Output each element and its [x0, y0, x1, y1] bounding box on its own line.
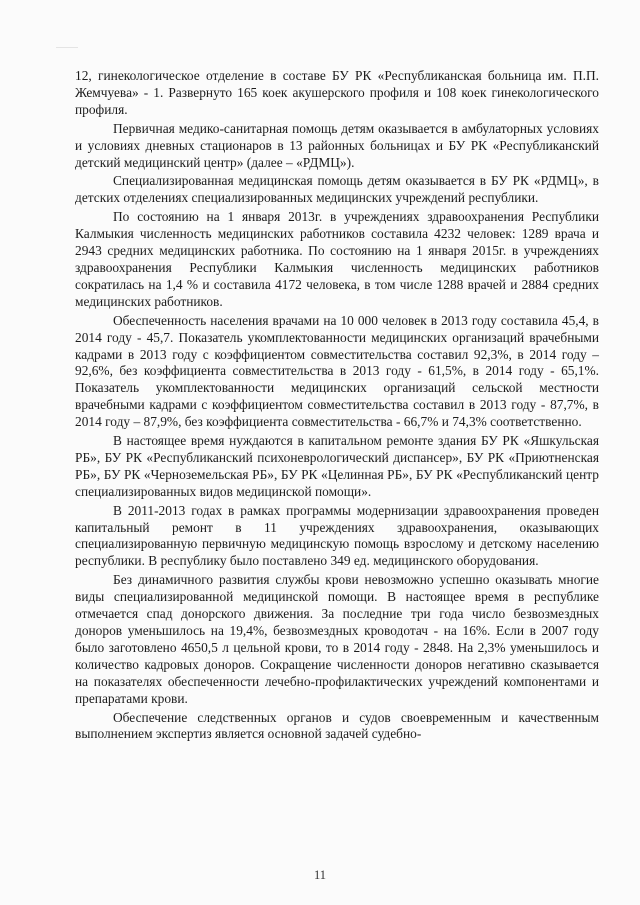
- scan-artifact: [56, 47, 78, 48]
- paragraph-modernization: В 2011-2013 годах в рамках программы модернизации здравоохранения проведен капитальный ремонт в 11 учреждениях здравоохранения, оказывающих специализированную первичную медицинскую помощь взрослому и детскому населению республики. В республику было поставлено 349 ед. медицинского оборудования.: [75, 502, 599, 569]
- paragraph-doctor-supply: Обеспеченность населения врачами на 10 000 человек в 2013 году составила 45,4, в 2014 году - 45,7. Показатель укомплектованности медицинских организаций врачебными кадрами в 2013 году с коэффициентом совместительства составил 92,3%, в 2014 году – 92,6%, без коэффициента совместительства в 2013 году - 61,5%, в 2014 году - 65,1%. Показатель укомплектованности медицинских организаций сельской местности врачебными кадрами с коэффициентом совместительства составил в 2013 году - 87,7%, в 2014 году – 87,9%, без коэффициента совместительства - 66,7% и 74,3% соответственно.: [75, 312, 599, 430]
- page-number: 11: [313, 868, 327, 882]
- paragraph-blood-service: Без динамичного развития службы крови невозможно успешно оказывать многие виды специализированной медицинской помощи. В настоящее время в республике отмечается спад донорского движения. За последние три года число безвозмездных доноров уменьшилось на 19,4%, безвозмездных кроводотач - на 16%. Если в 2007 году было заготовлено 4650,5 л цельной крови, то в 2014 году - 2848. На 2,3% уменьшилось и количество кадровых доноров. Сокращение численности доноров негативно сказывается на показателях обеспеченности лечебно-профилактических учреждений компонентами и препаратами крови.: [75, 572, 599, 706]
- paragraph-staff-numbers: По состоянию на 1 января 2013г. в учреждениях здравоохранения Республики Калмыкия численность медицинских работников составила 4232 человек: 1289 врача и 2943 средних медицинских работника. По состоянию на 1 января 2015г. в учреждениях здравоохранения Республики Калмыкия численность медицинских работников сократилась на 1,4 % и составила 4172 человека, в том числе 1288 врачей и 2884 средних медицинских работников.: [75, 209, 599, 309]
- paragraph-repair-needs: В настоящее время нуждаются в капитальном ремонте здания БУ РК «Яшкульская РБ», БУ РК «Республиканский психоневрологический диспансер», БУ РК «Приютненская РБ», БУ РК «Черноземельская РБ», БУ РК «Целинная РБ», БУ РК «Республиканский центр специализированных видов медицинской помощи».: [75, 433, 599, 499]
- paragraph-forensic: Обеспечение следственных органов и судов своевременным и качественным выполнением экспертиз является основной задачей судебно-: [75, 709, 599, 742]
- paragraph-continuation: 12, гинекологическое отделение в составе БУ РК «Республиканская больница им. П.П. Жемчуева» - 1. Развернуто 165 коек акушерского профиля и 108 коек гинекологического профиля.: [75, 68, 599, 117]
- paragraph-primary-care: Первичная медико-санитарная помощь детям оказывается в амбулаторных условиях и условиях дневных стационаров в 13 районных больницах и БУ РК «Республиканский детский медицинский центр» (далее – «РДМЦ»).: [75, 120, 599, 170]
- paragraph-specialized-care: Специализированная медицинская помощь детям оказывается в БУ РК «РДМЦ», в детских отделениях специализированных медицинских учреждений республики.: [75, 173, 599, 206]
- body-text: [75, 68, 599, 745]
